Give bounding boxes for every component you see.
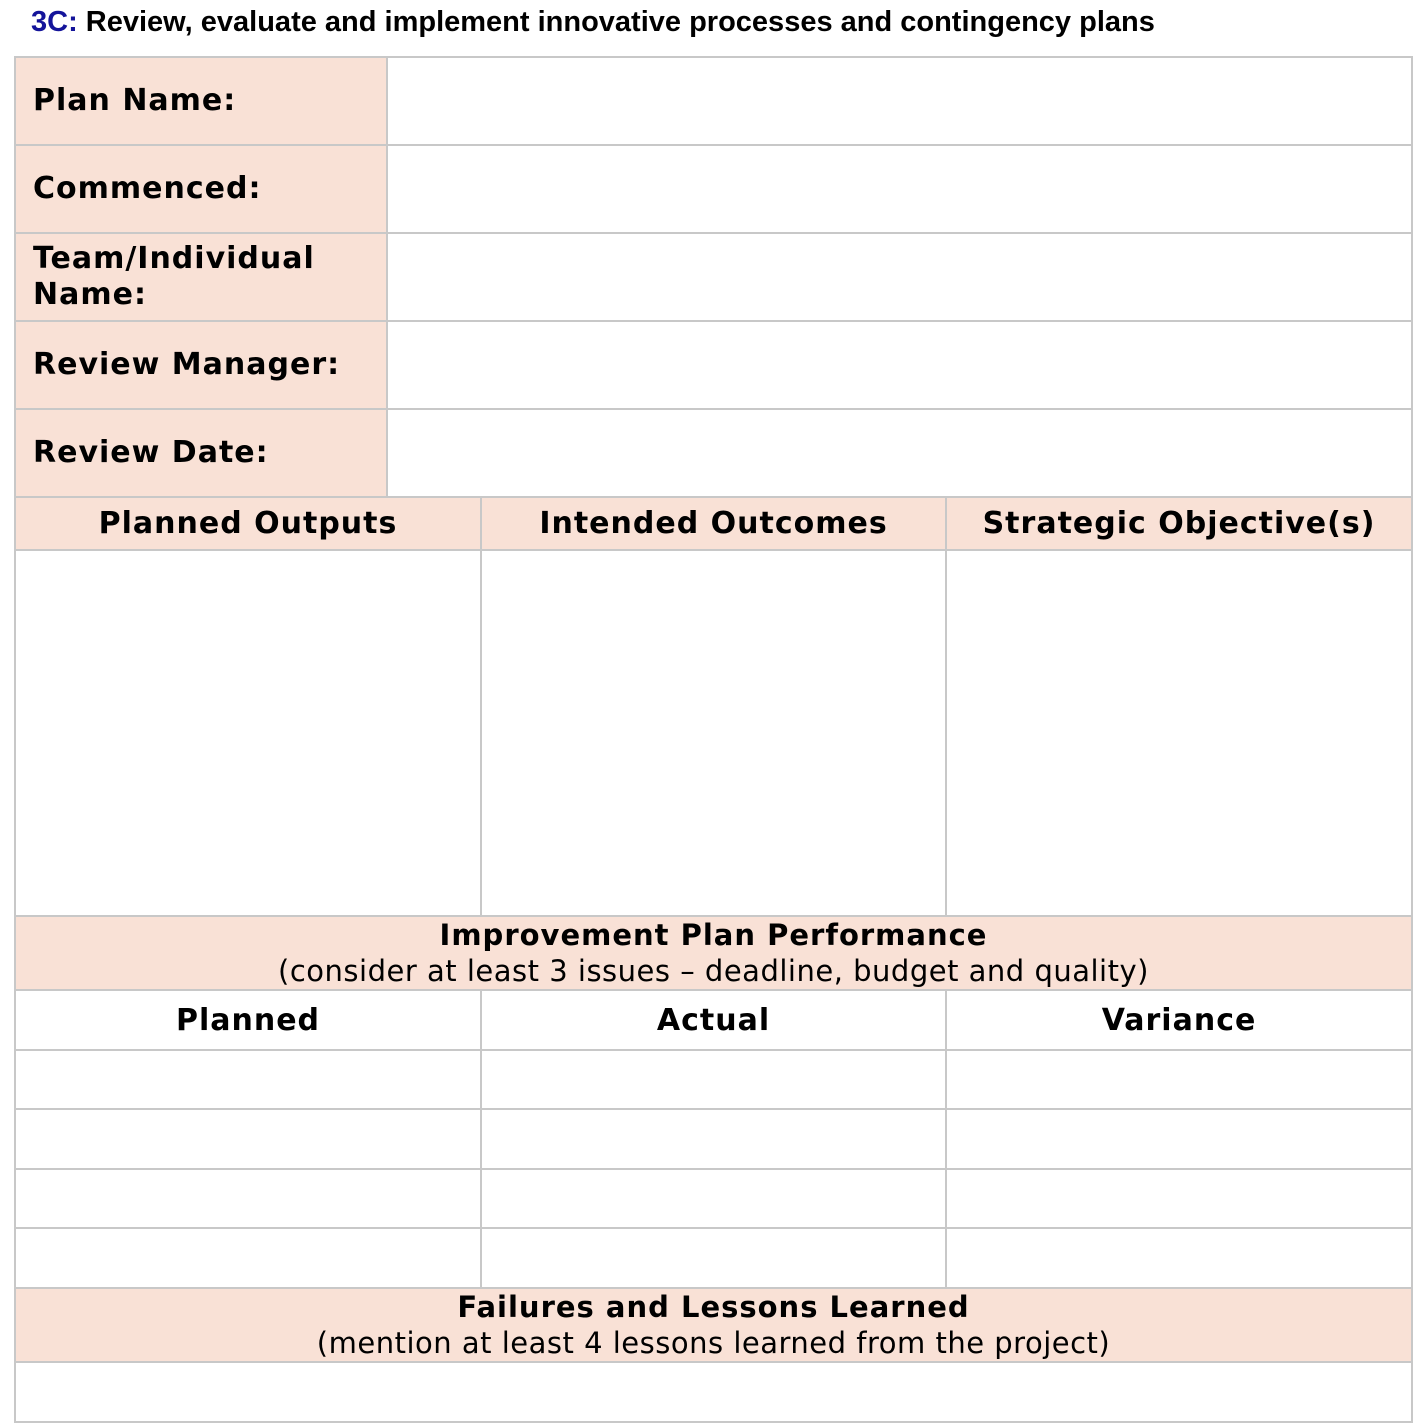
lessons-entry-row [15,1362,1412,1422]
strategic-objectives-header: Strategic Objective(s) [946,497,1412,550]
plan-name-field[interactable] [387,57,1412,145]
plan-name-row [15,57,1412,145]
section-code: 3C: [31,6,78,38]
actual-column-header: Actual [481,990,946,1050]
team-name-label: Team/Individual Name: [15,233,387,321]
planned-outputs-header: Planned Outputs [15,497,481,550]
page-title [31,2,1155,42]
planned-outputs-field[interactable] [15,550,481,916]
planned-column-header: Planned [15,990,481,1050]
intended-outcomes-header: Intended Outcomes [481,497,946,550]
objectives-entry-row [15,550,1412,916]
performance-row [15,1109,1412,1169]
planned-cell[interactable] [15,1109,481,1169]
actual-cell[interactable] [481,1228,946,1288]
actual-cell[interactable] [481,1050,946,1109]
performance-row [15,1169,1412,1228]
commenced-label: Commenced: [15,145,387,233]
variance-column-header: Variance [946,990,1412,1050]
strategic-objectives-field[interactable] [946,550,1412,916]
review-date-field[interactable] [387,409,1412,497]
performance-columns-row [15,990,1412,1050]
lessons-header-row [15,1288,1412,1362]
intended-outcomes-field[interactable] [481,550,946,916]
variance-cell[interactable] [946,1109,1412,1169]
variance-cell[interactable] [946,1228,1412,1288]
lessons-title: Failures and Lessons Learned [457,1290,970,1324]
performance-row [15,1050,1412,1109]
performance-title: Improvement Plan Performance [439,918,988,952]
actual-cell[interactable] [481,1109,946,1169]
lessons-subtitle: (mention at least 4 lessons learned from the project) [316,1326,1111,1360]
commenced-row [15,145,1412,233]
review-manager-field[interactable] [387,321,1412,409]
variance-cell[interactable] [946,1169,1412,1228]
review-form-table [14,56,1413,1423]
team-name-field[interactable] [387,233,1412,321]
actual-cell[interactable] [481,1169,946,1228]
review-date-label: Review Date: [15,409,387,497]
planned-cell[interactable] [15,1050,481,1109]
section-title: Review, evaluate and implement innovative processes and contingency plans [85,6,1155,38]
plan-name-label: Plan Name: [15,57,387,145]
performance-header-row [15,916,1412,990]
objectives-header-row [15,497,1412,550]
variance-cell[interactable] [946,1050,1412,1109]
performance-subtitle: (consider at least 3 issues – deadline, budget and quality) [278,954,1149,988]
review-manager-label: Review Manager: [15,321,387,409]
commenced-field[interactable] [387,145,1412,233]
review-date-row [15,409,1412,497]
performance-row [15,1228,1412,1288]
performance-section-header [15,916,1412,990]
planned-cell[interactable] [15,1228,481,1288]
review-manager-row [15,321,1412,409]
lessons-section-header [15,1288,1412,1362]
lessons-field[interactable] [15,1362,1412,1422]
team-name-row [15,233,1412,321]
planned-cell[interactable] [15,1169,481,1228]
